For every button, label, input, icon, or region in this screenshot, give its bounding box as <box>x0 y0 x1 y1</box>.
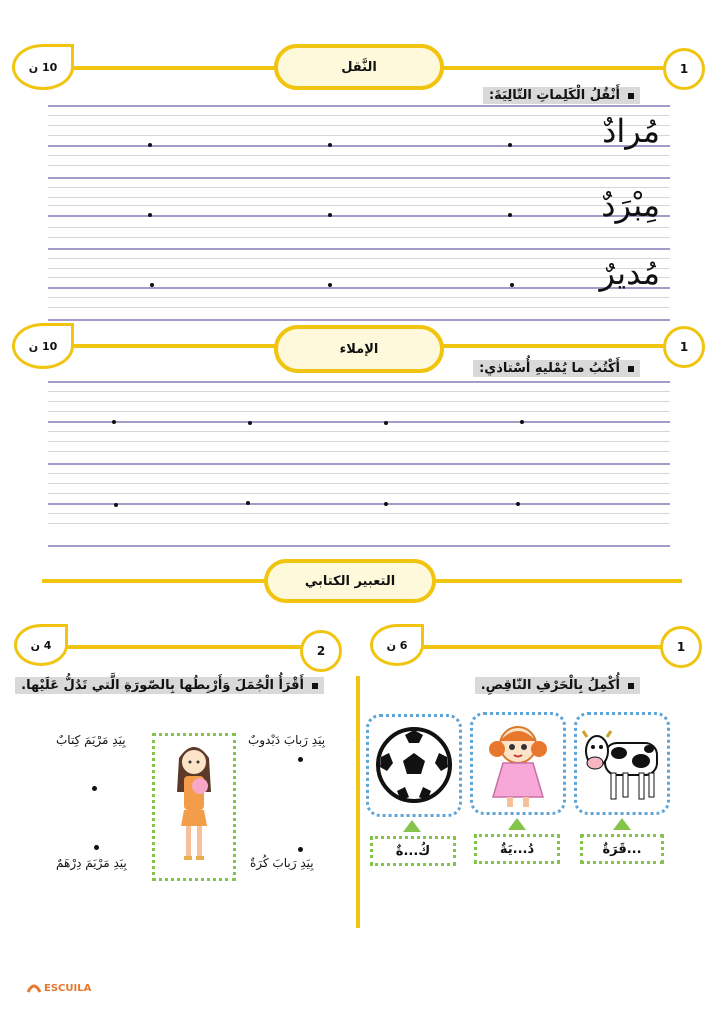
cow-icon <box>577 715 667 812</box>
exercise-2-rule <box>40 645 320 649</box>
exercise-2-number: 2 <box>300 630 342 672</box>
arrow-up-icon <box>613 818 631 830</box>
match-dot[interactable] <box>298 847 303 852</box>
section-naql-title: النَّقل <box>274 44 444 90</box>
sentence-right-top: بِيَدِ رَبابَ دَبْدوبٌ <box>248 733 326 747</box>
section-imlaa-instruction: أَكْتُبُ ما يُمْليهِ أُسْتاذي: <box>473 360 640 377</box>
section-naql-number: 1 <box>663 48 705 90</box>
bullet-icon <box>312 683 318 689</box>
section-naql-instruction: أَنْقُلُ الْكَلِماتِ التّالِيَةَ: <box>483 87 640 104</box>
answer-box-doll[interactable]: دُ...يَةٌ <box>474 834 560 864</box>
section-imlaa-score: 10 ن <box>12 323 74 369</box>
copy-word-3: مُديرٌ <box>599 254 660 292</box>
sentence-left-top: بِيَدِ مَرْيَمَ كِتابٌ <box>56 733 126 747</box>
exercise-2-instruction: أَقْرَأُ الْجُمَلَ وَأَرْبِطُها بِالصّورَةِ الَّتي تَدُلُّ عَلَيْها. <box>15 677 324 694</box>
girl-picture <box>152 733 236 881</box>
section-imlaa-number: 1 <box>663 326 705 368</box>
match-dot[interactable] <box>298 757 303 762</box>
bullet-icon <box>628 93 634 99</box>
copy-word-2: مِبْرَدٌ <box>601 186 660 224</box>
section-imlaa-title: الإملاء <box>274 325 444 373</box>
escuila-logo <box>26 982 91 994</box>
cow-picture <box>574 712 670 815</box>
girl-with-teddy-icon <box>155 736 233 878</box>
exercise-1-rule <box>396 645 684 649</box>
match-dot[interactable] <box>92 786 97 791</box>
naql-writing-lines[interactable] <box>48 105 670 325</box>
exercise-1-score: 6 ن <box>370 624 424 666</box>
doll-picture <box>470 712 566 815</box>
exercise-2-score: 4 ن <box>14 624 68 666</box>
exercise-1-number: 1 <box>660 626 702 668</box>
copy-word-1: مُرادٌ <box>602 112 660 150</box>
sentence-left-bottom: بِيَدِ مَرْيَمَ دِرْهَمٌ <box>56 856 127 870</box>
column-divider <box>356 676 360 928</box>
arrow-up-icon <box>403 820 421 832</box>
logo-icon <box>26 982 42 994</box>
soccer-ball-icon <box>369 717 459 814</box>
bullet-icon <box>628 366 634 372</box>
ball-picture <box>366 714 462 817</box>
sentence-right-bottom: بِيَدِ رَبابَ كُرَةٌ <box>250 856 314 870</box>
doll-icon <box>473 715 563 812</box>
match-dot[interactable] <box>94 845 99 850</box>
section-taabir-title: التعبير الكتابي <box>264 559 436 603</box>
answer-box-ball[interactable]: كُ...ةٌ <box>370 836 456 866</box>
section-naql-score: 10 ن <box>12 44 74 90</box>
bullet-icon <box>628 683 634 689</box>
logo-text: ESCUILA <box>44 982 92 994</box>
imlaa-writing-lines[interactable] <box>48 381 670 551</box>
arrow-up-icon <box>508 818 526 830</box>
answer-box-cow[interactable]: ...قَرَةٌ <box>580 834 664 864</box>
exercise-1-instruction: أُكْمِلُ بِالْحَرْفِ النّاقِصِ. <box>475 677 640 694</box>
